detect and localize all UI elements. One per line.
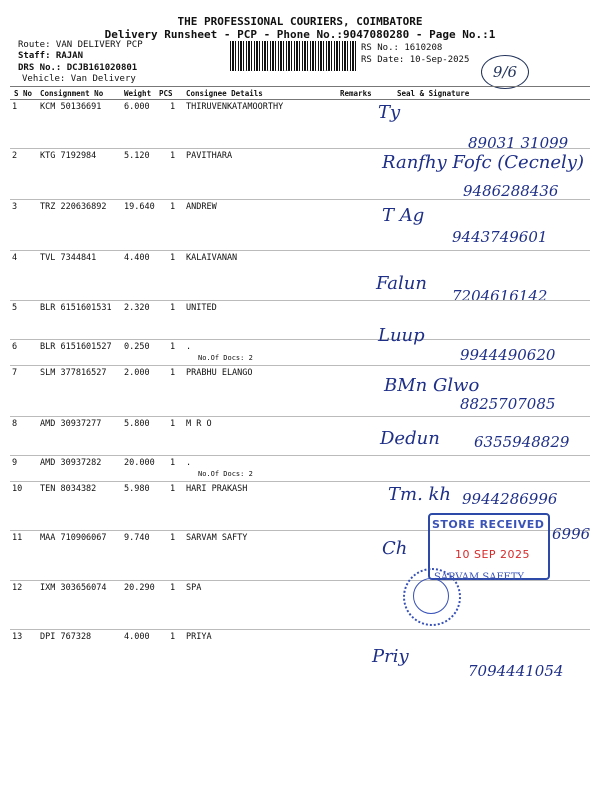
handwritten-signature: Ty [378,102,401,123]
cell-pcs: 1 [170,632,176,642]
cell-consignee: PRIYA [186,632,212,642]
cell-pcs: 1 [170,253,176,263]
cell-pcs: 1 [170,368,176,378]
cell-consignee: . [186,342,192,352]
row-divider [10,300,590,301]
rs-number: RS No.: 1610208 [361,43,443,53]
cell-consignee: . [186,458,192,468]
cell-sno: 8 [12,419,18,429]
cell-sno: 5 [12,303,18,313]
row-divider [10,250,590,251]
handwritten-signature: Tm. kh [388,484,452,505]
rs-date: RS Date: 10-Sep-2025 [361,55,470,65]
col-header-consignment: Consignment No [40,89,104,98]
cell-consignment: KTG 7192984 [40,151,97,161]
cell-sno: 9 [12,458,18,468]
col-header-sno: S No [14,89,33,98]
cell-docs-note: No.Of Docs: 2 [198,354,253,362]
cell-pcs: 1 [170,151,176,161]
cell-consignment: TEN 8034382 [40,484,97,494]
cell-consignee: PAVITHARA [186,151,233,161]
row-divider [10,629,590,630]
cell-sno: 11 [12,533,23,543]
handwritten-signature: Priy [372,646,409,667]
cell-weight: 9.740 [124,533,150,543]
cell-consignee: KALAIVANAN [186,253,238,263]
cell-consignee: HARI PRAKASH [186,484,248,494]
route-label: Route: VAN DELIVERY PCP [18,40,143,50]
barcode [230,41,357,71]
cell-pcs: 1 [170,458,176,468]
handwritten-signature: Luup [378,325,425,346]
document-title: THE PROFESSIONAL COURIERS, COIMBATORE [177,15,423,28]
cell-pcs: 1 [170,484,176,494]
row-divider [10,481,590,482]
cell-sno: 2 [12,151,18,161]
cell-sno: 13 [12,632,23,642]
stamp-date: 10 SEP 2025 [455,548,531,561]
drs-number: DRS No.: DCJB161020801 [18,63,138,73]
vehicle-label: Vehicle: Van Delivery [22,74,136,84]
runsheet-subtitle: Delivery Runsheet - PCP - Phone No.:9047080280 - Page No.:1 [104,28,496,41]
cell-consignee: M R O [186,419,212,429]
col-header-remarks: Remarks [340,89,372,98]
cell-consignment: BLR 6151601527 [40,342,112,352]
cell-consignment: AMD 30937282 [40,458,102,468]
cell-pcs: 1 [170,419,176,429]
cell-consignment: DPI 767328 [40,632,92,642]
handwritten-signature: Ch [382,538,408,559]
row-divider [10,199,590,200]
cell-weight: 4.400 [124,253,150,263]
cell-pcs: 1 [170,303,176,313]
cell-weight: 2.000 [124,368,150,378]
handwritten-phone-number: 9944490620 [460,346,556,364]
row-divider [10,365,590,366]
handwritten-phone-number: 9486288436 [463,182,559,200]
cell-sno: 12 [12,583,23,593]
handwritten-signature: Ranfhy Fofc (Cecnely) [382,152,584,173]
handwritten-phone-number: 8825707085 [460,395,556,413]
cell-consignment: BLR 6151601531 [40,303,112,313]
cell-sno: 6 [12,342,18,352]
cell-pcs: 1 [170,533,176,543]
cell-consignment: TVL 7344841 [40,253,97,263]
header-top-divider [10,86,590,87]
cell-sno: 7 [12,368,18,378]
cell-consignment: IXM 303656074 [40,583,107,593]
cell-consignee: THIRUVENKATAMOORTHY [186,102,284,112]
header-bottom-divider [10,99,590,100]
cell-pcs: 1 [170,102,176,112]
handwritten-phone-number: 7094441054 [468,662,564,680]
cell-weight: 5.980 [124,484,150,494]
cell-consignee: SPA [186,583,202,593]
cell-weight: 2.320 [124,303,150,313]
cell-weight: 20.000 [124,458,155,468]
cell-pcs: 1 [170,583,176,593]
handwritten-signature: Dedun [380,428,440,449]
row-divider [10,416,590,417]
cell-sno: 10 [12,484,23,494]
col-header-signature: Seal & Signature [397,89,470,98]
col-header-weight: Weight [124,89,152,98]
cell-weight: 0.250 [124,342,150,352]
cell-consignment: KCM 50136691 [40,102,102,112]
cell-consignment: TRZ 220636892 [40,202,107,212]
cell-sno: 3 [12,202,18,212]
stamp-title: STORE RECEIVED [432,518,545,531]
row-divider [10,339,590,340]
cell-consignee: ANDREW [186,202,217,212]
cell-consignment: SLM 377816527 [40,368,107,378]
cell-weight: 6.000 [124,102,150,112]
cell-pcs: 1 [170,342,176,352]
cell-weight: 5.120 [124,151,150,161]
handwritten-phone-number: 9443749601 [452,228,548,246]
cell-weight: 20.290 [124,583,155,593]
cell-docs-note: No.Of Docs: 2 [198,470,253,478]
row-divider [10,148,590,149]
handwritten-signature: Falun [376,273,427,294]
cell-consignee: SARVAM SAFTY [186,533,248,543]
handwritten-phone-number: 89031 31099 [468,134,569,152]
handwritten-phone-number: 7204616142 [452,287,548,305]
cell-consignee: PRABHU ELANGO [186,368,253,378]
staff-label: Staff: RAJAN [18,51,84,61]
handwritten-signature: BMn Glwo [384,375,480,396]
handwritten-phone-number: 6996 [552,525,591,543]
handwritten-signature: T Ag [382,205,425,226]
cell-consignee: UNITED [186,303,217,313]
cell-weight: 19.640 [124,202,155,212]
seal-company-name: SARVAM SAFETY [434,572,525,583]
cell-weight: 4.000 [124,632,150,642]
cell-sno: 1 [12,102,18,112]
handwritten-phone-number: 6355948829 [474,433,570,451]
circled-handwritten-note: 9/6 [481,55,529,89]
cell-consignment: MAA 710906067 [40,533,107,543]
cell-pcs: 1 [170,202,176,212]
col-header-pcs: PCS [159,89,173,98]
col-header-consignee: Consignee Details [186,89,263,98]
cell-sno: 4 [12,253,18,263]
company-seal-inner-ring [413,578,449,614]
handwritten-phone-number: 9944286996 [462,490,558,508]
cell-weight: 5.800 [124,419,150,429]
row-divider [10,455,590,456]
cell-consignment: AMD 30937277 [40,419,102,429]
